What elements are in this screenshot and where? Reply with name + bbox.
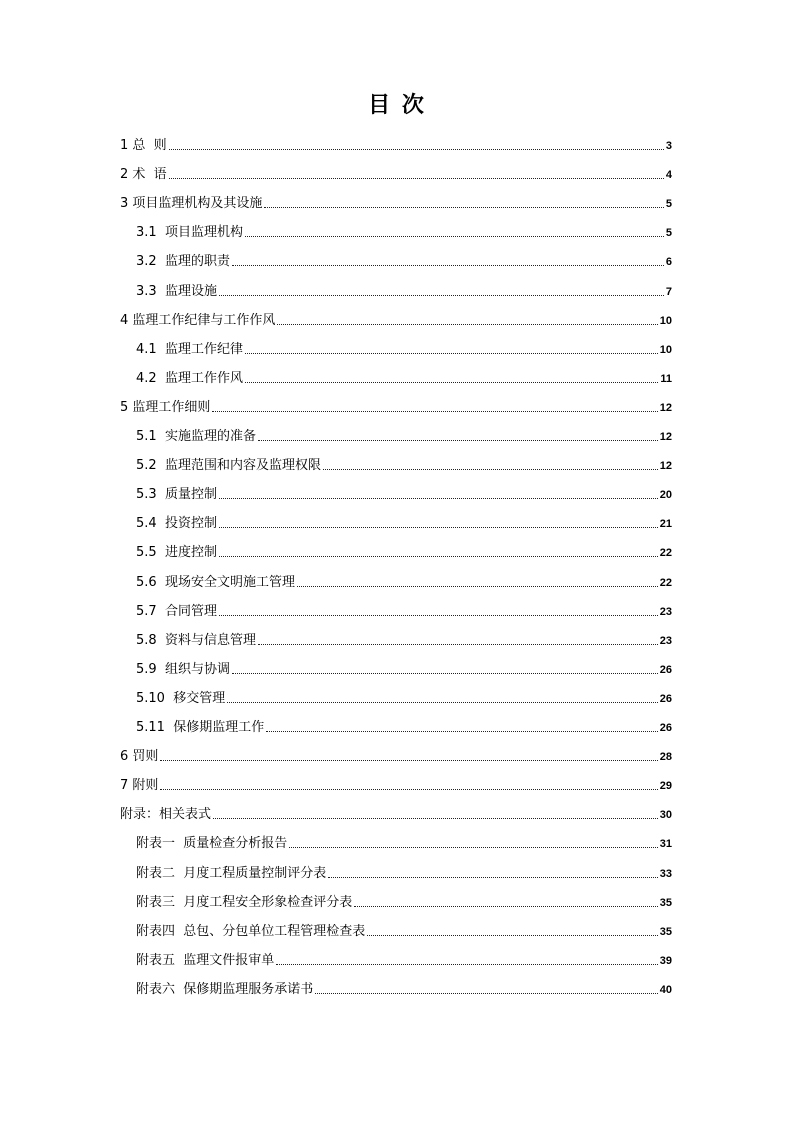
toc-entry-label: 3 项目监理机构及其设施 [120, 196, 263, 212]
toc-entry[interactable] [120, 191, 672, 213]
toc-entry-label: 5.9 组织与协调 [136, 661, 230, 677]
toc-entry-page-number: 6 [665, 256, 672, 269]
toc-entry-label: 3.3 监理设施 [136, 283, 217, 299]
toc-entry-page-number: 23 [659, 605, 672, 618]
dot-leader [258, 643, 658, 645]
toc-entry-label: 3.1 项目监理机构 [136, 225, 243, 241]
dot-leader [219, 614, 658, 616]
dot-leader [219, 497, 658, 499]
dot-leader [160, 759, 657, 761]
toc-entry-label: 6 罚则 [120, 749, 159, 765]
toc-entry-label: 3.2 监理的职责 [136, 254, 230, 270]
toc-title: 目 次 [368, 92, 426, 118]
dot-leader [169, 177, 664, 179]
toc-entry-label: 5.10 移交管理 [136, 690, 226, 706]
toc-entry-label: 5 监理工作细则 [120, 399, 211, 415]
toc-entry-page-number: 26 [659, 663, 672, 676]
dot-leader [227, 701, 658, 703]
toc-entry-label: 附表四 总包、分包单位工程管理检查表 [136, 923, 366, 939]
toc-entry[interactable] [136, 919, 672, 941]
toc-entry-page-number: 10 [659, 343, 672, 356]
toc-entry[interactable] [136, 366, 672, 388]
toc-entry[interactable] [120, 308, 672, 330]
toc-entry-label: 5.2 监理范围和内容及监理权限 [136, 458, 321, 474]
toc-entry[interactable] [136, 540, 672, 562]
dot-leader [232, 672, 658, 674]
toc-entry-label: 附录：相关表式 [120, 807, 212, 823]
dot-leader [354, 905, 657, 907]
toc-entry-label: 5.8 资料与信息管理 [136, 632, 256, 648]
toc-entry-page-number: 28 [659, 751, 672, 764]
dot-leader [367, 934, 657, 936]
toc-entry[interactable] [136, 686, 672, 708]
toc-entry[interactable] [136, 715, 672, 737]
toc-entry-page-number: 12 [659, 431, 672, 443]
toc-entry-page-number: 40 [659, 983, 672, 996]
toc-entry[interactable] [136, 511, 672, 533]
toc-entry[interactable] [120, 773, 672, 795]
dot-leader [315, 992, 657, 994]
toc-entry-label: 5.4 投资控制 [136, 516, 217, 532]
toc-entry-page-number: 35 [659, 896, 672, 909]
toc-entry-label: 5.3 质量控制 [136, 487, 217, 503]
toc-entry-page-number: 29 [659, 780, 672, 793]
toc-entry[interactable] [120, 395, 672, 417]
toc-entry-page-number: 35 [659, 925, 672, 938]
dot-leader [264, 206, 663, 208]
toc-entry-label: 5.1 实施监理的准备 [136, 429, 256, 444]
toc-entry-page-number: 11 [660, 372, 672, 385]
dot-leader [276, 963, 657, 965]
toc-entry[interactable] [136, 948, 672, 970]
toc-entry-page-number: 12 [659, 401, 672, 414]
toc-entry[interactable] [136, 628, 672, 650]
toc-entry-label: 5.5 进度控制 [136, 545, 217, 561]
toc-entry-page-number: 33 [659, 867, 672, 880]
toc-entry[interactable] [136, 482, 672, 504]
dot-leader [289, 846, 657, 848]
dot-leader [323, 468, 658, 470]
toc-entry[interactable] [136, 279, 672, 301]
toc-entry[interactable] [136, 453, 672, 475]
dot-leader [212, 410, 657, 412]
toc-entry-page-number: 12 [659, 460, 672, 473]
toc-entry-page-number: 7 [665, 285, 672, 298]
toc-entry[interactable] [136, 977, 672, 999]
toc-entry-page-number: 10 [659, 314, 672, 327]
toc-entry-page-number: 26 [659, 722, 672, 734]
toc-entry-label: 附表一 质量检查分析报告 [136, 836, 288, 852]
toc-entry-page-number: 3 [665, 140, 672, 152]
toc-entry-label: 5.7 合同管理 [136, 603, 217, 619]
toc-entry[interactable] [136, 220, 672, 242]
dot-leader [258, 439, 658, 441]
toc-entry-page-number: 20 [659, 489, 672, 502]
toc-entry[interactable] [120, 162, 672, 184]
toc-entry-label: 4.2 监理工作作风 [136, 370, 243, 386]
toc-entry[interactable] [136, 599, 672, 621]
toc-entry[interactable] [136, 890, 672, 912]
dot-leader [219, 526, 658, 528]
toc-entry-page-number: 4 [665, 169, 672, 182]
dot-leader [245, 235, 664, 237]
toc-entry[interactable] [120, 744, 672, 766]
toc-entry-label: 2 术 语 [120, 167, 167, 183]
toc-entry-label: 5.6 现场安全文明施工管理 [136, 574, 295, 590]
toc-entry-label: 4 监理工作纪律与工作作风 [120, 312, 276, 328]
dot-leader [160, 788, 657, 790]
toc-entry-label: 4.1 监理工作纪律 [136, 341, 243, 357]
toc-entry[interactable] [120, 133, 672, 155]
dot-leader [169, 148, 664, 150]
toc-entry-page-number: 5 [665, 227, 672, 240]
toc-entry[interactable] [136, 861, 672, 883]
toc-entry-label: 5.11 保修期监理工作 [136, 720, 265, 735]
dot-leader [245, 381, 658, 383]
toc-entry-label: 附表三 月度工程安全形象检查评分表 [136, 894, 353, 910]
toc-entry-page-number: 39 [659, 954, 672, 967]
toc-entry-page-number: 26 [659, 692, 672, 705]
toc-entry-label: 附表二 月度工程质量控制评分表 [136, 865, 327, 881]
toc-entry-label: 7 附则 [120, 778, 159, 794]
dot-leader [328, 876, 657, 878]
toc-entry-page-number: 23 [659, 634, 672, 647]
dot-leader [213, 817, 658, 819]
toc-entry[interactable] [136, 831, 672, 853]
toc-entry[interactable] [136, 424, 672, 446]
toc-entry-page-number: 22 [659, 547, 672, 560]
dot-leader [266, 730, 658, 732]
dot-leader [277, 323, 657, 325]
toc-entry-label: 1 总 则 [120, 138, 167, 153]
dot-leader [245, 352, 658, 354]
toc-entry-page-number: 5 [665, 198, 672, 211]
toc-entry-label: 附表六 保修期监理服务承诺书 [136, 981, 314, 997]
dot-leader [297, 585, 658, 587]
toc-entry-page-number: 30 [659, 809, 672, 822]
toc-entry-label: 附表五 监理文件报审单 [136, 952, 275, 968]
toc-entry[interactable] [136, 657, 672, 679]
dot-leader [232, 264, 664, 266]
toc-entry[interactable] [136, 249, 672, 271]
toc-entry-page-number: 22 [659, 576, 672, 589]
toc-entry[interactable] [136, 570, 672, 592]
toc-entry[interactable] [120, 802, 672, 824]
dot-leader [219, 294, 664, 296]
toc-entry-page-number: 31 [659, 838, 672, 851]
toc-entry-page-number: 21 [659, 518, 672, 531]
dot-leader [219, 555, 658, 557]
toc-entry[interactable] [136, 337, 672, 359]
